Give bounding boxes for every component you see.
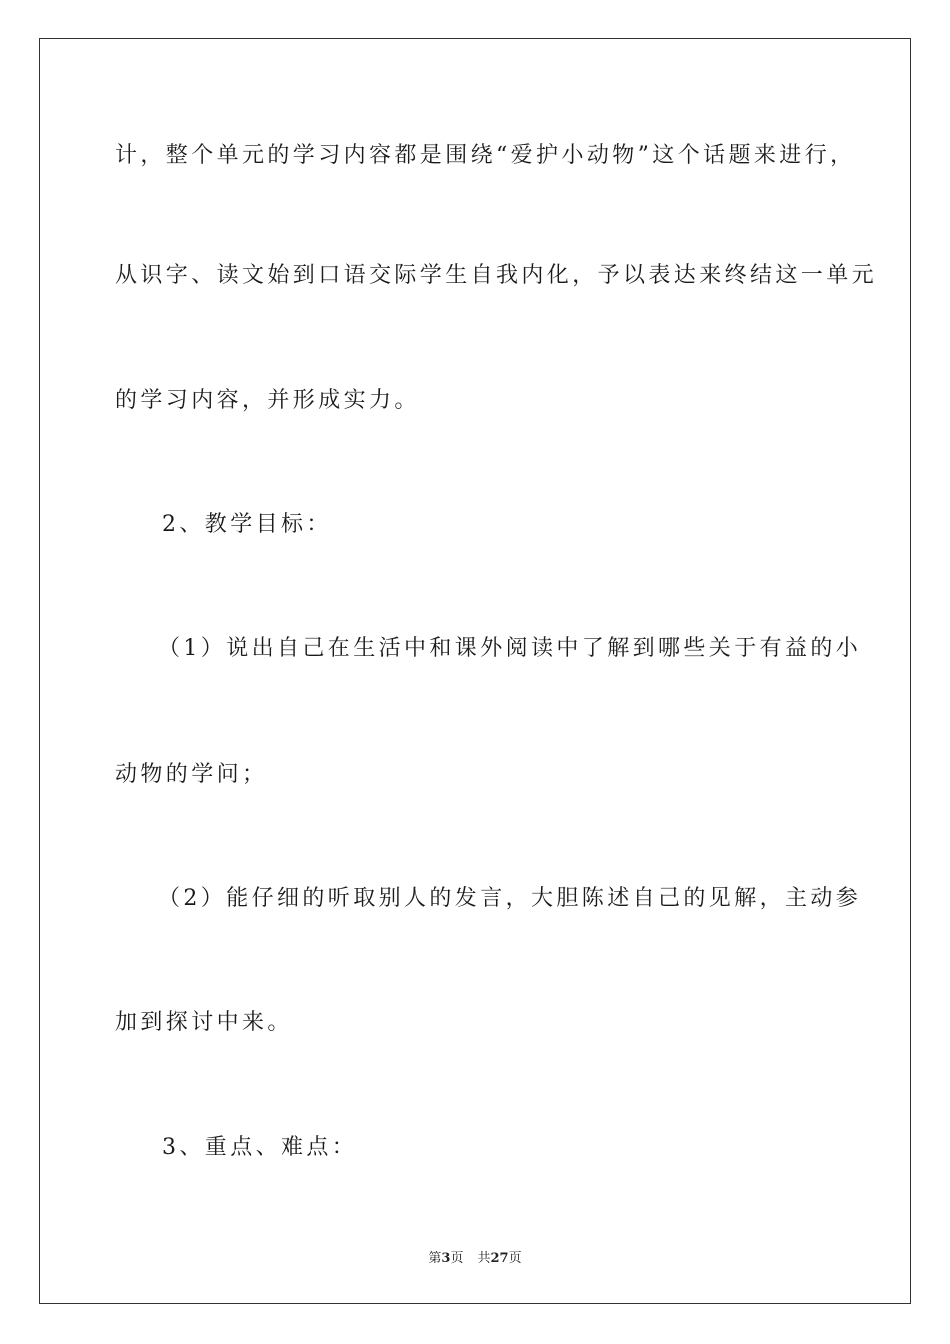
footer-page-suffix: 页: [450, 1251, 464, 1266]
page-border: [39, 38, 911, 1304]
goal-item-2: （2）能仔细的听取别人的发言，大胆陈述自己的见解，主动参: [158, 886, 862, 911]
body-line-3: 的学习内容，并形成实力。: [115, 388, 420, 413]
goal-item-1: （1）说出自己在生活中和课外阅读中了解到哪些关于有益的小: [158, 636, 862, 661]
body-line-1: 计，整个单元的学习内容都是围绕“爱护小动物”这个话题来进行，: [115, 143, 856, 168]
goal-item-2-continued: 加到探讨中来。: [115, 1010, 293, 1035]
footer-total-pages: 27: [490, 1251, 509, 1266]
footer-prefix: 第: [428, 1251, 442, 1266]
body-line-2: 从识字、读文始到口语交际学生自我内化，予以表达来终结这一单元: [115, 263, 878, 288]
section-heading-goals: 2、教学目标：: [162, 512, 332, 537]
footer-page-number: 3: [441, 1251, 451, 1266]
section-heading-key-points: 3、重点、难点：: [162, 1135, 358, 1160]
goal-item-1-continued: 动物的学问；: [115, 762, 268, 787]
footer-total-prefix: 共: [477, 1251, 491, 1266]
page-footer: [0, 1247, 950, 1266]
footer-total-suffix: 页: [508, 1251, 522, 1266]
